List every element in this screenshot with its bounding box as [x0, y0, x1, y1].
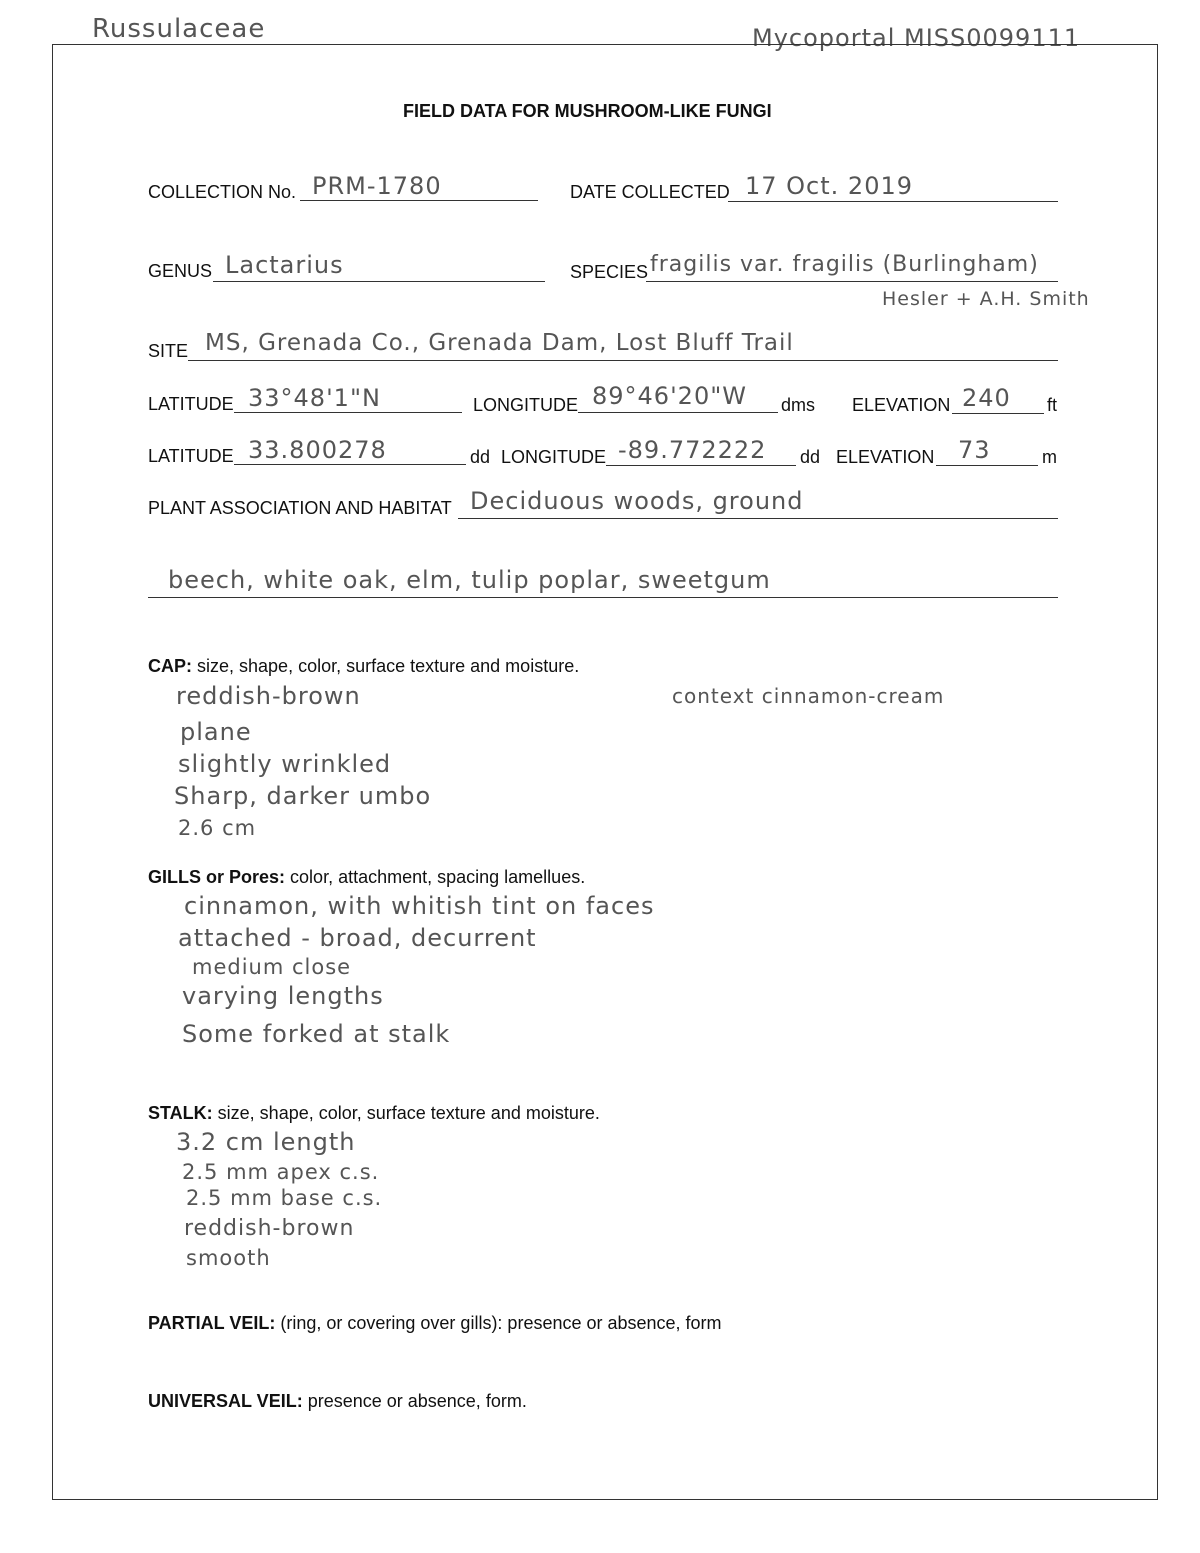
elevation-ft-line [952, 413, 1044, 414]
gills-note-3: medium close [192, 955, 352, 979]
habitat-line2-value: beech, white oak, elm, tulip poplar, sweetgum [168, 566, 771, 594]
elevation-m-line [936, 465, 1038, 466]
universal-veil-description: presence or absence, form. [307, 1391, 527, 1411]
gills-title: GILLS or Pores: [148, 867, 286, 887]
stalk-heading [148, 1103, 600, 1124]
longitude-dd-label: LONGITUDE [501, 447, 607, 467]
cap-context: context cinnamon-cream [672, 684, 945, 708]
stalk-note-3: 2.5 mm base c.s. [186, 1186, 383, 1210]
gills-heading [148, 867, 585, 888]
habitat-line1-value: Deciduous woods, ground [470, 487, 804, 515]
elevation-ft-value: 240 [962, 384, 1011, 412]
dd-unit-2: dd [800, 447, 821, 467]
species-value: fragilis var. fragilis (Burlingham) [650, 252, 1039, 277]
stalk-note-2: 2.5 mm apex c.s. [182, 1160, 380, 1184]
form-title: FIELD DATA FOR MUSHROOM-LIKE FUNGI [403, 101, 772, 121]
stalk-note-5: smooth [186, 1246, 271, 1270]
partial-veil-description: (ring, or covering over gills): presence or absence, form [280, 1313, 722, 1333]
cap-note-1: reddish-brown [176, 682, 361, 710]
catalog-annotation: Mycoportal MISS0099111 [752, 24, 1081, 52]
latitude-dms-line [234, 412, 462, 413]
genus-line [213, 281, 545, 282]
gills-note-4: varying lengths [182, 982, 384, 1010]
species-label: SPECIES [570, 262, 649, 282]
date-collected-line [728, 201, 1058, 202]
universal-veil-title: UNIVERSAL VEIL: [148, 1391, 303, 1411]
gills-note-5: Some forked at stalk [182, 1020, 451, 1048]
latitude-dd-label: LATITUDE [148, 446, 234, 466]
site-line [188, 360, 1058, 361]
cap-note-5: 2.6 cm [178, 816, 257, 840]
gills-description: color, attachment, spacing lamellues. [290, 867, 586, 887]
collection-no-label: COLLECTION No. [148, 182, 297, 202]
latitude-dms-value: 33°48'1"N [248, 384, 381, 412]
site-value: MS, Grenada Co., Grenada Dam, Lost Bluff Trail [205, 330, 794, 356]
genus-label: GENUS [148, 261, 213, 281]
family-annotation: Russulaceae [92, 14, 266, 44]
cap-note-2: plane [180, 718, 252, 746]
partial-veil-title: PARTIAL VEIL: [148, 1313, 276, 1333]
longitude-dms-label: LONGITUDE [473, 395, 579, 415]
cap-note-4: Sharp, darker umbo [174, 782, 432, 810]
site-label: SITE [148, 341, 189, 361]
collection-no-value: PRM-1780 [312, 172, 442, 200]
dd-unit-1: dd [470, 447, 491, 467]
stalk-note-4: reddish-brown [184, 1216, 355, 1241]
m-unit: m [1042, 447, 1057, 467]
elevation-ft-label: ELEVATION [852, 395, 951, 415]
habitat-line1 [458, 518, 1058, 519]
species-authority: Hesler + A.H. Smith [882, 288, 1090, 310]
latitude-dms-label: LATITUDE [148, 394, 234, 414]
gills-note-2: attached - broad, decurrent [178, 924, 537, 952]
stalk-note-1: 3.2 cm length [176, 1128, 356, 1156]
ft-unit: ft [1047, 395, 1058, 415]
gills-note-1: cinnamon, with whitish tint on faces [184, 892, 655, 920]
date-collected-label: DATE COLLECTED [570, 182, 730, 202]
longitude-dd-line [606, 465, 796, 466]
cap-description: size, shape, color, surface texture and moisture. [197, 656, 580, 676]
date-collected-value: 17 Oct. 2019 [745, 172, 913, 200]
latitude-dd-value: 33.800278 [248, 436, 387, 464]
latitude-dd-line [234, 464, 466, 465]
elevation-m-label: ELEVATION [836, 447, 935, 467]
stalk-title: STALK: [148, 1103, 213, 1123]
longitude-dd-value: -89.772222 [618, 436, 767, 464]
longitude-dms-line [578, 412, 778, 413]
cap-heading [148, 656, 579, 677]
longitude-dms-value: 89°46'20"W [592, 382, 747, 410]
dms-unit: dms [781, 395, 816, 415]
habitat-label: PLANT ASSOCIATION AND HABITAT [148, 498, 452, 518]
partial-veil-heading [148, 1313, 722, 1334]
habitat-line2 [148, 597, 1058, 598]
collection-no-line [300, 200, 538, 201]
universal-veil-heading [148, 1391, 527, 1412]
cap-note-3: slightly wrinkled [178, 750, 392, 778]
stalk-description: size, shape, color, surface texture and moisture. [217, 1103, 600, 1123]
cap-title: CAP: [148, 656, 192, 676]
species-line [646, 281, 1058, 282]
elevation-m-value: 73 [958, 436, 991, 464]
genus-value: Lactarius [225, 251, 344, 279]
